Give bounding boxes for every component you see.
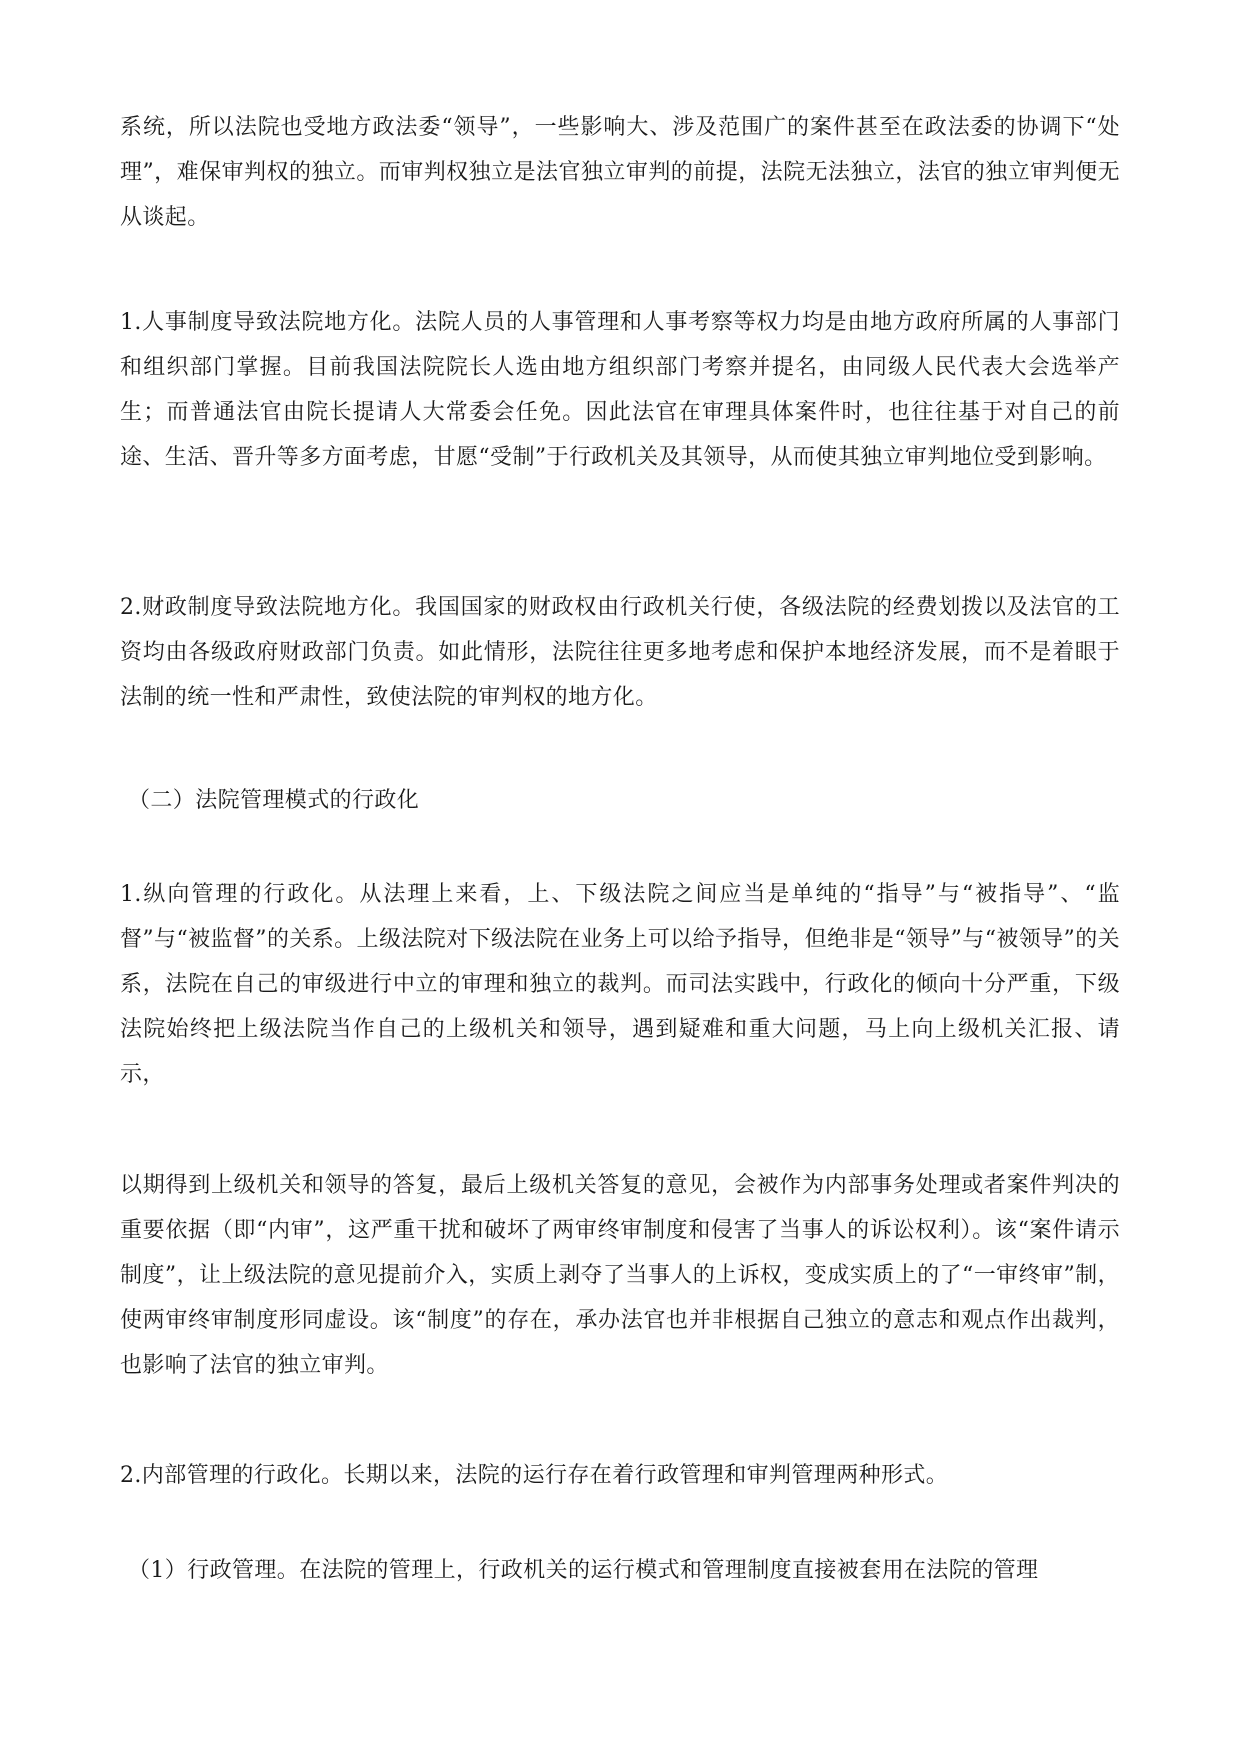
paragraph-5: 以期得到上级机关和领导的答复，最后上级机关答复的意见，会被作为内部事务处理或者案件判决的重要依据（即“内审”，这严重干扰和破坏了两审终审制度和侵害了当事人的诉讼权利）。该“案件请示制度”，让上级法院的意见提前介入，实质上剥夺了当事人的上诉权，变成实质上的了“一审终审”制，使两审终审制度形同虚设。该“制度”的存在，承办法官也并非根据自己独立的意志和观点作出裁判，也影响了法官的独立审判。 [120, 1173, 1120, 1378]
paragraph-4: 1.纵向管理的行政化。从法理上来看，上、下级法院之间应当是单纯的“指导”与“被指导”、“监督”与“被监督”的关系。上级法院对下级法院在业务上可以给予指导，但绝非是“领导”与“被领导”的关系，法院在自己的审级进行中立的审理和独立的裁判。而司法实践中，行政化的倾向十分严重，下级法院始终把上级法院当作自己的上级机关和领导，遇到疑难和重大问题，马上向上级机关汇报、请示， [120, 882, 1120, 1087]
paragraph-3: 2.财政制度导致法院地方化。我国国家的财政权由行政机关行使，各级法院的经费划拨以及法官的工资均由各级政府财政部门负责。如此情形，法院往往更多地考虑和保护本地经济发展，而不是着眼于法制的统一性和严肃性，致使法院的审判权的地方化。 [120, 595, 1120, 710]
section-heading: （二）法院管理模式的行政化 [128, 788, 420, 813]
paragraph-6: 2.内部管理的行政化。长期以来，法院的运行存在着行政管理和审判管理两种形式。 [120, 1463, 949, 1488]
paragraph-7: （1）行政管理。在法院的管理上，行政机关的运行模式和管理制度直接被套用在法院的管理 [128, 1558, 1039, 1583]
paragraph-2: 1.人事制度导致法院地方化。法院人员的人事管理和人事考察等权力均是由地方政府所属的人事部门和组织部门掌握。目前我国法院院长人选由地方组织部门考察并提名，由同级人民代表大会选举产生；而普通法官由院长提请人大常委会任免。因此法官在审理具体案件时，也往往基于对自己的前途、生活、晋升等多方面考虑，甘愿“受制”于行政机关及其领导，从而使其独立审判地位受到影响。 [120, 310, 1120, 470]
paragraph-1: 系统，所以法院也受地方政法委“领导”，一些影响大、涉及范围广的案件甚至在政法委的协调下“处理”，难保审判权的独立。而审判权独立是法官独立审判的前提，法院无法独立，法官的独立审判便无从谈起。 [120, 115, 1120, 230]
